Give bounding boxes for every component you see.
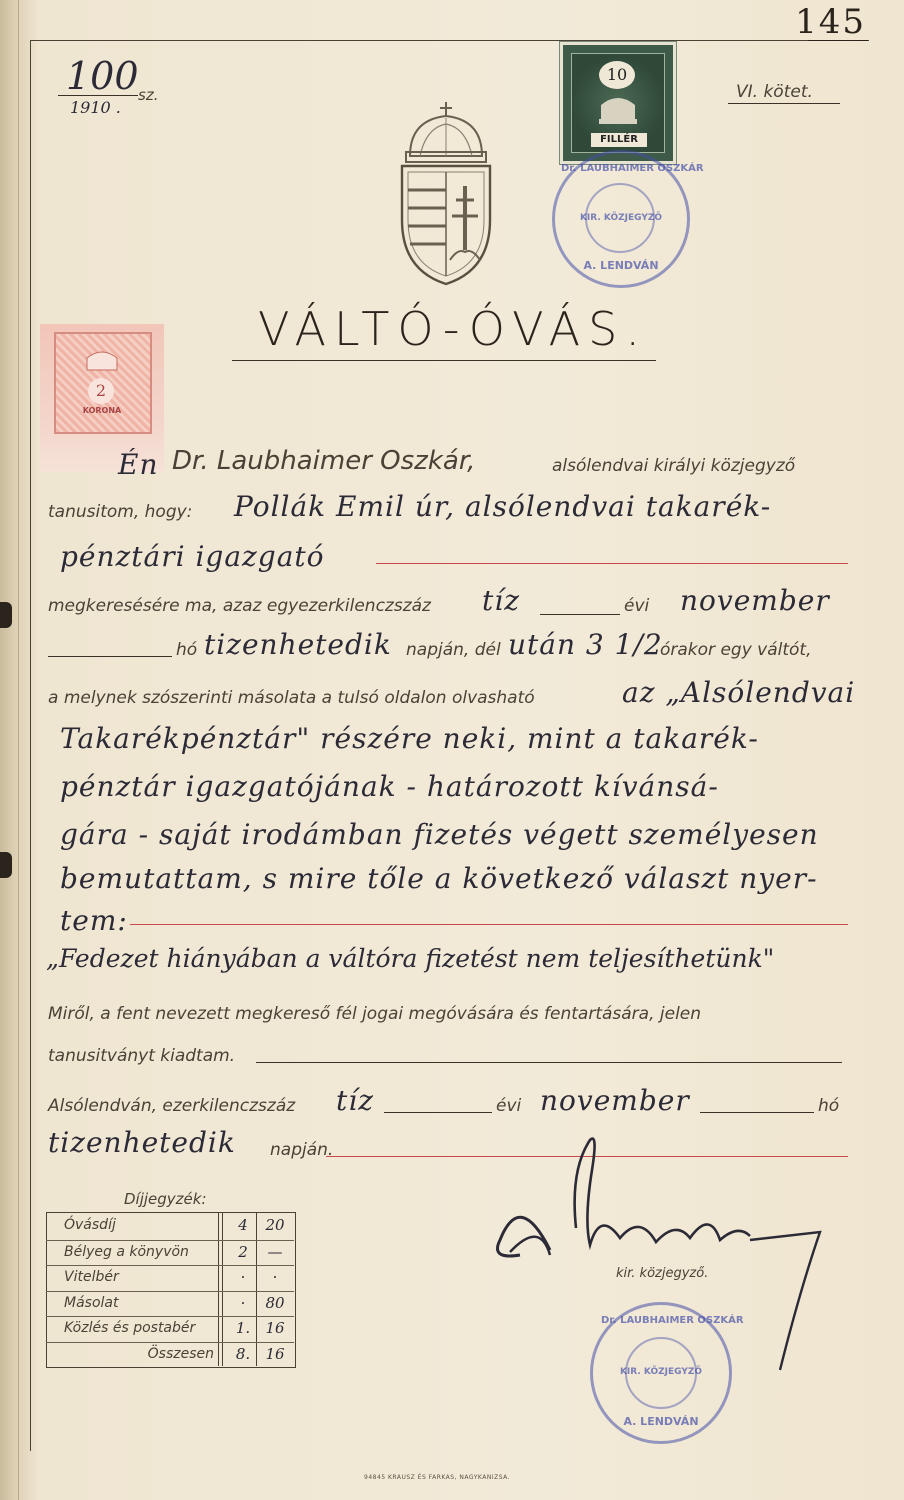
signature-text [560, 1200, 568, 1201]
text-line: a melynek szószerinti másolata a tulsó oldalon olvasható [48, 688, 535, 708]
fill-line [540, 614, 620, 615]
text-line: napján. [270, 1140, 334, 1160]
stamp-unit: FILLÉR [591, 133, 647, 147]
handwritten-year: tíz [482, 584, 520, 617]
volume-label: VI. kötet. [736, 82, 813, 102]
signature-caption: kir. közjegyző. [616, 1266, 709, 1281]
fee-row [46, 1291, 294, 1316]
stamp-value: 2 [88, 378, 114, 404]
notary-seal [552, 150, 704, 288]
fee-label: Összesen [147, 1345, 214, 1362]
binding-hole [0, 602, 12, 628]
fee-amount-korona: · [240, 1268, 246, 1286]
printer-footer: 94845 KRAUSZ ÉS FARKAS, NAGYKANIZSA. [364, 1474, 511, 1481]
text-line: órakor egy váltót, [660, 640, 812, 660]
handwritten-line: Pollák Emil úr, alsólendvai takarék- [234, 490, 772, 523]
handwritten-month: november [540, 1084, 690, 1117]
fee-amount-filler: 80 [265, 1293, 285, 1312]
handwritten-line: Takarékpénztár" részére neki, mint a takarék- [60, 722, 759, 755]
text-line: tanusitom, hogy: [48, 502, 193, 522]
revenue-stamp-green [560, 42, 676, 164]
text-line: hó [176, 640, 198, 660]
volume-rule [728, 103, 840, 104]
fee-row [46, 1265, 294, 1290]
doc-number: 100 [66, 54, 139, 98]
fee-label: Bélyeg a könyvön [64, 1243, 189, 1260]
seal-text-top: Dr. LAUBHAIMER OSZKÁR [561, 163, 704, 174]
fee-amount-korona: · [240, 1293, 246, 1312]
handwritten-time: után 3 1/2 [508, 628, 663, 661]
fill-line [48, 656, 172, 657]
fee-row [46, 1214, 294, 1238]
handwritten-line: pénztár igazgatójának - határozott kívánsá- [60, 770, 719, 803]
doc-year: 1910 . [70, 98, 121, 117]
fee-amount-korona: 1. [235, 1319, 251, 1337]
handwritten-day: tizenhetedik [204, 628, 392, 661]
fee-amount-korona: 4 [238, 1216, 248, 1234]
fee-row [46, 1316, 294, 1341]
text-line: Miről, a fent nevezett megkereső fél jogai megóvására és fentartására, jelen [48, 1004, 702, 1024]
stamp-unit: KORONA [82, 406, 122, 415]
page-title: VÁLTÓ-ÓVÁS. [258, 302, 648, 356]
handwritten-line: pénztári igazgató [60, 540, 325, 573]
fill-line [376, 563, 848, 564]
seal-text-top: Dr. LAUBHAIMER OSZKÁR [601, 1315, 744, 1326]
handwritten-line: gára - saját irodámban fizetés végett személyesen [60, 818, 819, 851]
text-line: Alsólendván, ezerkilenczszáz [48, 1096, 296, 1116]
seal-text-bottom: A. LENDVÁN [623, 1415, 699, 1428]
hand-prefix: Én [118, 448, 159, 481]
text-line: megkeresésére ma, azaz egyezerkilenczszáz [48, 596, 431, 616]
stamp-value: 10 [599, 61, 635, 89]
fill-line [130, 924, 848, 925]
seal-text-bottom: A. LENDVÁN [583, 259, 659, 272]
notary-name: Dr. Laubhaimer Oszkár, [172, 446, 476, 476]
handwritten-answer: „Fedezet hiányában a váltóra fizetést nem teljesíthetünk" [46, 944, 775, 973]
page-number-rule [808, 40, 868, 41]
title-rule [232, 360, 656, 361]
handwritten-day: tizenhetedik [48, 1126, 236, 1159]
fee-heading: Díjjegyzék: [124, 1190, 207, 1208]
text-line: évi [624, 596, 650, 616]
binding-hole [0, 852, 12, 878]
text-line: évi [496, 1096, 522, 1116]
page-number: 145 [795, 2, 866, 42]
doc-number-suffix: sz. [138, 86, 159, 104]
fee-amount-filler: · [272, 1268, 278, 1286]
fee-amount-filler: 16 [265, 1319, 285, 1337]
text-line: tanusitványt kiadtam. [48, 1046, 236, 1066]
fill-line [700, 1112, 814, 1113]
fee-row [46, 1240, 294, 1265]
fee-label: Másolat [64, 1294, 119, 1311]
seal-text-middle: KIR. KÖZJEGYZŐ [579, 213, 663, 223]
seal-text-middle: KIR. KÖZJEGYZŐ [619, 1367, 703, 1377]
notary-role: alsólendvai királyi közjegyző [552, 456, 796, 476]
binding-spine [18, 0, 19, 1500]
text-line: hó [818, 1096, 840, 1116]
handwritten-line: tem: [60, 904, 128, 937]
fee-label: Óvásdíj [64, 1217, 116, 1233]
coat-of-arms-icon [396, 100, 496, 286]
fee-row [46, 1342, 294, 1367]
fee-amount-korona: 2 [238, 1242, 248, 1261]
handwritten-year: tíz [336, 1084, 374, 1117]
fill-line [384, 1112, 492, 1113]
fee-amount-filler: 16 [265, 1344, 285, 1363]
crown-icon [597, 91, 639, 125]
fill-line [256, 1062, 842, 1063]
fee-label: Vitelbér [64, 1269, 119, 1285]
fee-amount-korona: 8. [235, 1344, 251, 1363]
handwritten-month: november [680, 584, 830, 617]
doc-number-rule [58, 95, 138, 96]
crown-icon [84, 346, 120, 374]
fee-amount-filler: 20 [265, 1216, 285, 1234]
text-line: napján, dél [406, 640, 501, 660]
handwritten-line: az „Alsólendvai [622, 676, 856, 709]
signature-icon [480, 1130, 840, 1390]
fee-label: Közlés és postabér [64, 1320, 196, 1336]
handwritten-line: bemutattam, s mire tőle a következő választ nyer- [60, 862, 818, 895]
fee-amount-filler: — [267, 1242, 283, 1261]
